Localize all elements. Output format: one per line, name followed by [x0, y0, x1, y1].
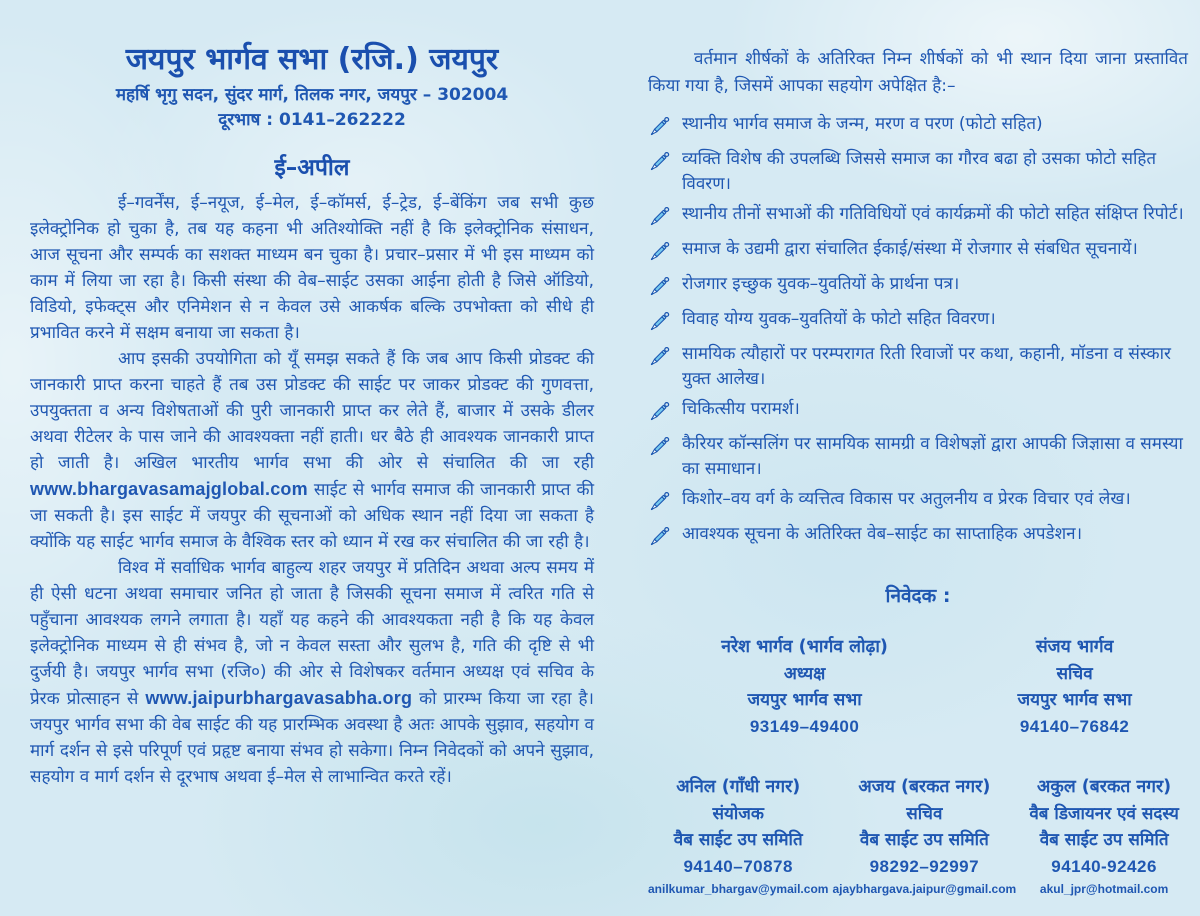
contact-name: अजय (बरकत नगर) [858, 777, 991, 797]
pen-icon [648, 307, 682, 337]
petitioners-heading: निवेदक : [885, 585, 951, 607]
contact-role: संयोजक [712, 804, 764, 824]
contact-name: अकुल (बरकत नगर) [1037, 777, 1172, 797]
pen-icon [648, 342, 682, 372]
list-item [648, 342, 1188, 392]
pen-icon [648, 147, 682, 177]
appeal-heading: ई–अपील [274, 155, 350, 181]
list-item [648, 432, 1188, 482]
contact-org: वैब साईट उप समिति [1039, 830, 1169, 850]
contact-card-ajay [832, 774, 1016, 898]
paragraph-text: विश्व में सर्वाधिक भार्गव बाहुल्य शहर जयपुर में प्रतिदिन अथवा अल्प समय में ही ऐसी धटना अथवा समाचार जनित हो जाता है जिसकी सूचना समाज में त्वरित गति से पहुँचाना आवश्यक लगने लगाता है। यहाँ यह कहने की आवश्यकता नही है कि यह केवल इलेक्ट्रोनिक माध्यम से ही संभव है, जो न केवल सस्ता और सुलभ है, गति की दृष्टि से भी दुर्जयी है। जयपुर भार्गव सभा (रजि०) की ओर से विशेषकर वर्तमान अध्यक्ष एवं सचिव के प्रेरक प्रोत्साहन से [30, 558, 594, 709]
org-name: जयपुर भार्गव सभा (रजि.) जयपुर [125, 42, 499, 77]
paragraph-text: को प्रारम्भ किया जा रहा है। जयपुर भार्गव सभा की वेब साईट की यह प्रारम्भिक अवस्था है अतः आपके सुझाव, सहयोग व मार्ग दर्शन से इसे परिपूर्ण एवं प्रहृष्ट बनाया संभव हो सकेगा। निम्न निवेदकों को अपने सुझाव, सहयोग व मार्ग दर्शन से दूरभाष अथवा ई–मेल से लाभान्वित करते रहें। [30, 689, 594, 787]
contact-phone: 93149–49400 [749, 717, 860, 736]
list-item-text: स्थानीय तीनों सभाओं की गतिविधियों एवं कार्यक्रमों की फोटो सहित संक्षिप्त रिपोर्ट। [682, 204, 1184, 224]
contact-org: वैब साईट उप समिति [673, 830, 803, 850]
website-link-jaipurbhargavasabha: www.jaipurbhargavasabha.org [145, 688, 413, 708]
list-item-text: रोजगार इच्छुक युवक–युवतियों के प्रार्थना पत्र। [682, 274, 960, 294]
org-header [30, 40, 594, 132]
contact-email: ajaybhargava.jaipur@gmail.com [832, 882, 1017, 896]
list-item [648, 112, 1188, 142]
paragraph-text: आप इसकी उपयोगिता को यूँ समझ सकते हैं कि जब आप किसी प्रोडक्ट की जानकारी प्राप्त करना चाहते हैं तब उस प्रोडक्ट की साईट पर जाकर प्रोडक्ट की गुणवत्ता, उपयुक्तता व अन्य विशेषताओं की पुरी जानकारी प्राप्त कर लेते हैं, बाजार में उसके डीलर अथवा रीटेलर के पास जाने की आवश्यक्ता नहीं हाती। धर बैठे ही आवश्यक जानकारी प्राप्त हो जाती है। अखिल भारतीय भार्गव सभा की ओर से संचालित की जा रही [30, 349, 594, 473]
website-link-bhargavasamajglobal: www.bhargavasamajglobal.com [30, 479, 308, 499]
contact-email: akul_jpr@hotmail.com [1039, 882, 1169, 896]
proposal-list [648, 112, 1188, 552]
contact-role: वैब डिजायनर एवं सदस्य [1029, 804, 1179, 824]
contact-email: anilkumar_bhargav@ymail.com [648, 882, 829, 896]
pen-icon [648, 272, 682, 302]
org-address: महर्षि भृगु सदन, सुंदर मार्ग, तिलक नगर, जयपुर – 302004 [115, 85, 509, 105]
pen-icon [648, 487, 682, 517]
list-item-text: आवश्यक सूचना के अतिरिक्त वेब–साईट का साप्ताहिक अपडेशन। [682, 524, 1083, 544]
paragraph-text: साईट से भार्गव समाज की जानकारी प्राप्त की जा सकती है। इस साईट में जयपुर की सूचनाओं को अधिक स्थान नहीं दिया जा सकता है क्योंकि यह साईट भार्गव समाज के वैश्विक स्तर को ध्यान में रख कर संचालित की जा रही है। [30, 480, 594, 552]
list-item-text: व्यक्ति विशेष की उपलब्धि जिससे समाज का गौरव बढा हो उसका फोटो सहित विवरण। [682, 149, 1157, 194]
list-item-text: सामयिक त्यौहारों पर परम्परागत रिती रिवाजों पर कथा, कहानी, मॉडना व संस्कार युक्त आलेख। [682, 344, 1171, 389]
contact-card-akul [1020, 774, 1188, 898]
list-item-text: चिकित्सीय परामर्श। [682, 399, 800, 419]
contact-org: वैब साईट उप समिति [859, 830, 989, 850]
paragraph-text: ई–गवर्नेंस, ई–नयूज, ई–मेल, ई–कॉमर्स, ई–ट्रेड, ई–बेंकिंग जब सभी कुछ इलेक्ट्रोनिक हो चुका है, तब यह कहना भी अतिश्योक्ति नहीं है कि इलेक्ट्रोनिक संसाधन, आज सूचना और सम्पर्क का सशक्त माध्यम बन चुका है। प्रचार–प्रसार में भी इस माध्यम को काम में लिया जा रहा है। किसी संस्था की वेब–साईट उसका आईना होती है जिसे ऑडियो, विडियो, इफेक्ट्स और एनिमेशन से न केवल उसे आकर्षक बल्कि उपभोक्ता को सीधे ही प्रभावित करने में सक्षम बनाया जा सकता है। [30, 193, 594, 343]
contact-name: अनिल (गाँधी नगर) [676, 777, 801, 797]
contact-name: नरेश भार्गव (भार्गव लोढ़ा) [721, 637, 888, 657]
contact-phone: 98292–92997 [869, 857, 980, 876]
contact-phone: 94140-92426 [1051, 857, 1157, 876]
list-item [648, 202, 1188, 232]
contact-card-secretary [961, 634, 1188, 740]
proposal-intro: वर्तमान शीर्षकों के अतिरिक्त निम्न शीर्षकों को भी स्थान दिया जाना प्रस्तावित किया गया है, जिसमें आपका सहयोग अपेक्षित है:– [648, 49, 1188, 96]
left-column [30, 40, 594, 790]
list-item [648, 147, 1188, 197]
contact-card-anil [648, 774, 828, 898]
pen-icon [648, 397, 682, 427]
contact-org: जयपुर भार्गव सभा [747, 690, 862, 710]
list-item [648, 397, 1188, 427]
list-item-text: समाज के उद्यमी द्वारा संचालित ईकाई/संस्था में रोजगार से संबधित सूचनायें। [682, 239, 1138, 259]
org-phone: दूरभाष : 0141–262222 [218, 110, 406, 130]
pen-icon [648, 522, 682, 552]
contact-org: जयपुर भार्गव सभा [1017, 690, 1132, 710]
appeal-paragraph-1 [30, 190, 594, 346]
pen-icon [648, 237, 682, 267]
pen-icon [648, 112, 682, 142]
contact-name: संजय भार्गव [1035, 637, 1114, 657]
list-item [648, 272, 1188, 302]
list-item [648, 487, 1188, 517]
appeal-paragraph-2 [30, 346, 594, 555]
pen-icon [648, 432, 682, 462]
list-item [648, 522, 1188, 552]
list-item-text: किशोर–वय वर्ग के व्यत्तित्व विकास पर अतुलनीय व प्रेरक विचार एवं लेख। [682, 489, 1131, 509]
contact-role: अध्यक्ष [783, 664, 826, 684]
contact-phone: 94140–70878 [683, 857, 793, 876]
list-item-text: कैरियर कॉन्सलिंग पर सामयिक सामग्री व विशेषज्ञों द्वारा आपकी जिज्ञासा व समस्या का समाधान। [682, 434, 1183, 479]
right-column [648, 46, 1188, 898]
contact-phone: 94140–76842 [1019, 717, 1130, 736]
appeal-paragraph-3 [30, 555, 594, 790]
contacts-row-primary [648, 634, 1188, 740]
contact-card-president [648, 634, 961, 740]
pen-icon [648, 202, 682, 232]
list-item-text: विवाह योग्य युवक–युवतियों के फोटो सहित विवरण। [682, 309, 996, 329]
contact-role: सचिव [906, 804, 943, 824]
list-item [648, 237, 1188, 267]
contacts-row-website-committee [648, 774, 1188, 898]
list-item-text: स्थानीय भार्गव समाज के जन्म, मरण व परण (फोटो सहित) [682, 114, 1043, 134]
contact-role: सचिव [1056, 664, 1093, 684]
list-item [648, 307, 1188, 337]
